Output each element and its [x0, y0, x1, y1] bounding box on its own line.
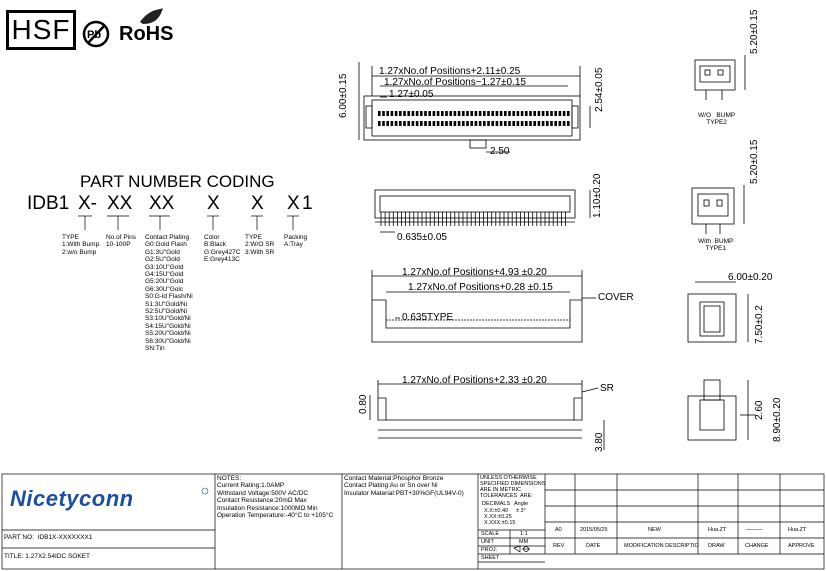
- desc-type: TYPE 1:With Bump 2:w/o Bump: [62, 234, 100, 256]
- dim-top-height: 6.00±0.15: [338, 73, 349, 118]
- desc-packing: Packing A:Tray: [284, 234, 308, 249]
- dim-type1-height: 5.20±0.15: [749, 139, 760, 184]
- type1-label: With BUMP TYPE1: [698, 238, 734, 252]
- draw-header: DRAW: [708, 543, 725, 549]
- pb-text: Pb: [87, 29, 102, 41]
- dim-cover-type: 0.635TYPE: [402, 312, 454, 323]
- scale-label: SCALE: [481, 531, 500, 537]
- part-prefix: IDB1: [27, 193, 70, 214]
- dim-sr-height: 0.80: [358, 394, 369, 414]
- change-header: CHANGE: [745, 543, 769, 549]
- dim-end-height: 7.50±0.2: [754, 305, 765, 344]
- dim-top-key: 2.50: [490, 146, 510, 157]
- code-type: X-: [78, 193, 97, 214]
- part-coding-title: PART NUMBER CODING: [80, 172, 275, 191]
- approve-value: Hua.ZT: [788, 527, 807, 533]
- code-plating: XX: [149, 193, 175, 214]
- rohs-mark: RoHS: [119, 23, 174, 45]
- desc-value: NEW: [648, 527, 661, 533]
- code-color: X: [207, 193, 220, 214]
- part-number: PART NO: IDB1X-XXXXXXX1: [4, 534, 93, 541]
- dim-sr-end-h2: 8.90±0.20: [772, 397, 783, 442]
- unit-value: MM: [519, 539, 529, 545]
- dim-cover-len-1: 1.27xNo.of Positions+4.93 ±0.20: [402, 267, 547, 278]
- sr-label: SR: [600, 383, 614, 394]
- dim-end-width: 6.00±0.20: [728, 272, 773, 283]
- dim-top-pitch: 1.27±0.05: [389, 89, 434, 100]
- draw-value: Hua.ZT: [708, 527, 727, 533]
- dim-side-height: 1.10±0.20: [592, 173, 603, 218]
- drawing-title: TITLE: 1.27X2.54IDC SOKET: [4, 553, 90, 560]
- type2-label: W/O BUMP TYPE2: [698, 112, 736, 126]
- dim-sr-end-h1: 2.60: [754, 400, 765, 420]
- code-pins: XX: [107, 193, 133, 214]
- dim-sr-depth: 3.80: [594, 432, 605, 452]
- code-suffix: 1: [302, 193, 313, 214]
- desc-sr-type: TYPE 2:W/O SR 3:With SR: [245, 234, 275, 256]
- decimals-values: X.X:±0.40 X.XX:±0.25 X.XXX:±0.15: [484, 508, 516, 526]
- cover-label: COVER: [598, 292, 634, 303]
- code-packing: X: [287, 193, 300, 214]
- angle-value: ± 3°: [516, 508, 526, 514]
- company-logo: Nicetyconn: [10, 486, 134, 511]
- date-header: DATE: [586, 543, 601, 549]
- dim-type2-height: 5.20±0.15: [749, 9, 760, 54]
- notes: NOTES: Current Rating:1.0AMP Withstand Voltage:500V AC/DC Contact Resistance:20mΩ Max Insulation Resistance:1000MΩ Min Operation Temperature:-40°C to +105°C: [217, 475, 334, 520]
- hsf-mark: HSF: [6, 10, 76, 50]
- dim-sr-len: 1.27xNo.of Positions+2.33 ±0.20: [402, 375, 547, 386]
- unit-label: UNIT: [481, 539, 494, 545]
- change-value: ———: [746, 527, 763, 533]
- dim-cover-len-2: 1.27xNo.of Positions+0.28 ±0.15: [408, 282, 553, 293]
- dim-top-len-2: 1.27xNo.of Positions−1.27±0.15: [384, 77, 526, 88]
- dim-side-pitch: 0.635±0.05: [397, 232, 447, 243]
- rev-header: REV: [553, 543, 565, 549]
- materials: Contact Material:Phosphor Bronze Contact Plating:Au or Sn over Ni Insulator Material:PBT+30%GF(UL94V-0): [344, 475, 464, 497]
- code-sr-type: X: [251, 193, 264, 214]
- desc-pins: No.of Pins 10-100P: [106, 234, 136, 249]
- decimals-label: DECIMALS: [482, 501, 511, 507]
- rev-value: A0: [555, 527, 562, 533]
- scale-value: 1:1: [520, 531, 528, 537]
- sheet-label: SHEET: [481, 555, 500, 561]
- desc-color: Color B:Black G:Grey427C E:Grey413C: [204, 234, 241, 264]
- tolerances: UNLESS OTHERWISE SPECIFIED DIMENSIONS ARE IN METRIC TOLERANCES ARE:: [480, 475, 546, 499]
- desc-plating: Contact Plating G0:Gold Flash G1:3U"Gold G2:5U"Gold G3:10U"Gold G4:15U"Gold G5:20U"Gold G6:30U"Golc S0:G-ld Flash/Ni S1:3U"Gold/Ni S2:5U"Gold/Ni S3:10U"Gold/Ni S4:15U"Gold/Ni S5:20U"Gold/Ni S6:30U"Gold/Ni SN:Tin: [145, 234, 193, 353]
- dim-top-right: 2.54±0.05: [594, 67, 605, 112]
- proj-label: PROJ.: [481, 547, 498, 553]
- approve-header: APPROVE: [788, 543, 815, 549]
- dim-top-len-1: 1.27xNo.of Positions+2.11±0.25: [379, 66, 521, 77]
- desc-header: MODIFICATION DESCRIPTIO: [624, 543, 699, 549]
- angle-label: Angle: [514, 501, 529, 507]
- date-value: 2015/05/25: [580, 527, 608, 533]
